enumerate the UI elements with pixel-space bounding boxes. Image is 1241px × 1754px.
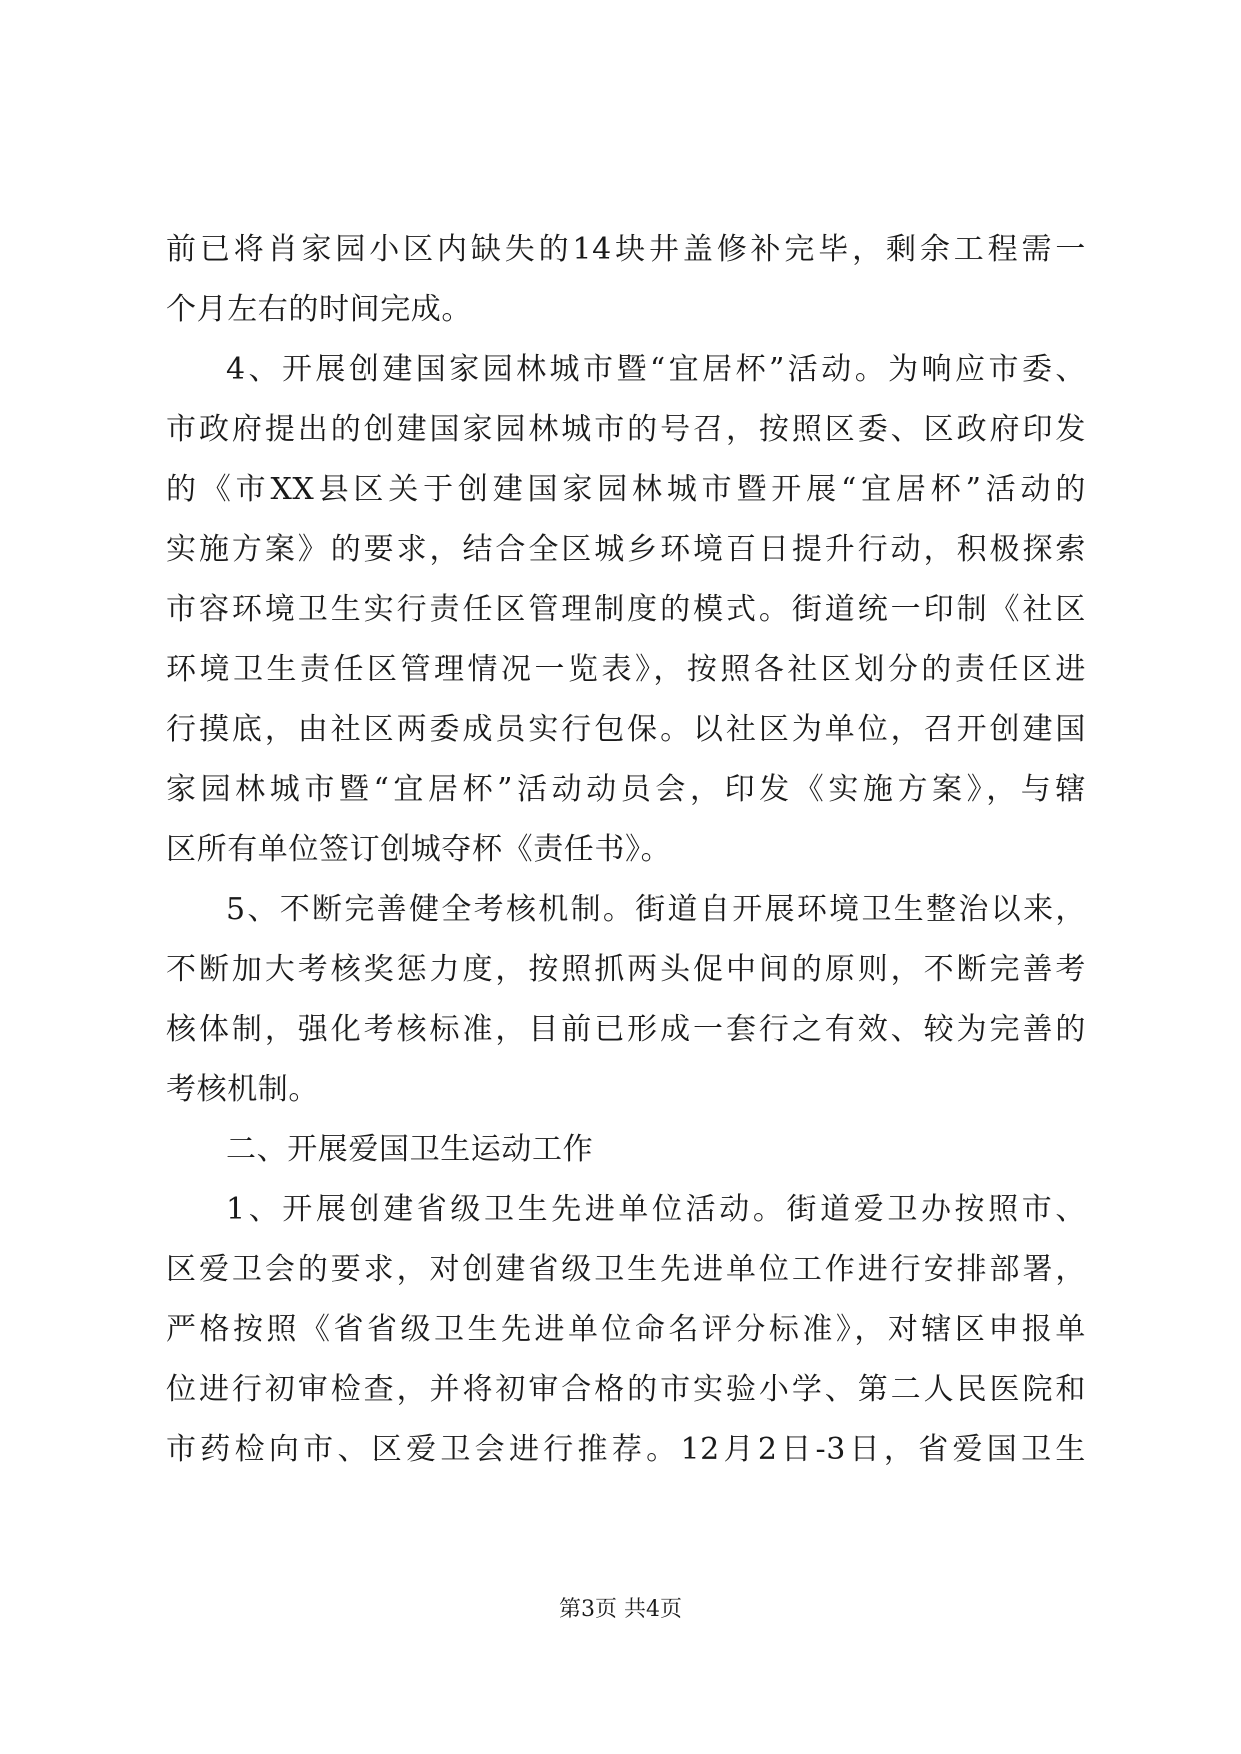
document-body xyxy=(166,220,1086,1480)
text-line: 区所有单位签订创城夺杯《责任书》。 xyxy=(166,832,672,867)
text-line: 个月左右的时间完成。 xyxy=(166,292,472,327)
text-line: 实施方案》的要求，结合全区城乡环境百日提升行动，积极探索 xyxy=(166,532,1086,567)
text-line: 前已将肖家园小区内缺失的14块井盖修补完毕，剩余工程需一 xyxy=(166,232,1086,267)
text-line: 环境卫生责任区管理情况一览表》，按照各社区划分的责任区进 xyxy=(166,652,1086,687)
text-line: 行摸底，由社区两委成员实行包保。以社区为单位，召开创建国 xyxy=(166,712,1086,747)
text-line: 家园林城市暨“宜居杯”活动动员会，印发《实施方案》，与辖 xyxy=(166,772,1086,807)
text-line: 严格按照《省省级卫生先进单位命名评分标准》，对辖区申报单 xyxy=(166,1312,1086,1347)
text-line: 位进行初审检查，并将初审合格的市实验小学、第二人民医院和 xyxy=(166,1372,1086,1407)
text-line: 区爱卫会的要求，对创建省级卫生先进单位工作进行安排部署， xyxy=(166,1252,1086,1287)
text-line: 考核机制。 xyxy=(166,1072,319,1107)
text-line: 市政府提出的创建国家园林城市的号召，按照区委、区政府印发 xyxy=(166,412,1086,447)
text-line: 不断加大考核奖惩力度，按照抓两头促中间的原则，不断完善考 xyxy=(166,952,1086,987)
text-line: 二、开展爱国卫生运动工作 xyxy=(226,1132,594,1167)
text-line: 的《市XX县区关于创建国家园林城市暨开展“宜居杯”活动的 xyxy=(166,472,1086,507)
text-line: 4、开展创建国家园林城市暨“宜居杯”活动。为响应市委、 xyxy=(226,352,1086,387)
text-line: 核体制，强化考核标准，目前已形成一套行之有效、较为完善的 xyxy=(166,1012,1086,1047)
page-footer: 第3页 共4页 xyxy=(559,1597,682,1622)
text-line: 市药检向市、区爱卫会进行推荐。12月2日-3日，省爱国卫生 xyxy=(166,1432,1086,1467)
text-line: 市容环境卫生实行责任区管理制度的模式。街道统一印制《社区 xyxy=(166,592,1086,627)
text-line: 1、开展创建省级卫生先进单位活动。街道爱卫办按照市、 xyxy=(226,1192,1086,1227)
text-line: 5、不断完善健全考核机制。街道自开展环境卫生整治以来， xyxy=(226,892,1086,927)
